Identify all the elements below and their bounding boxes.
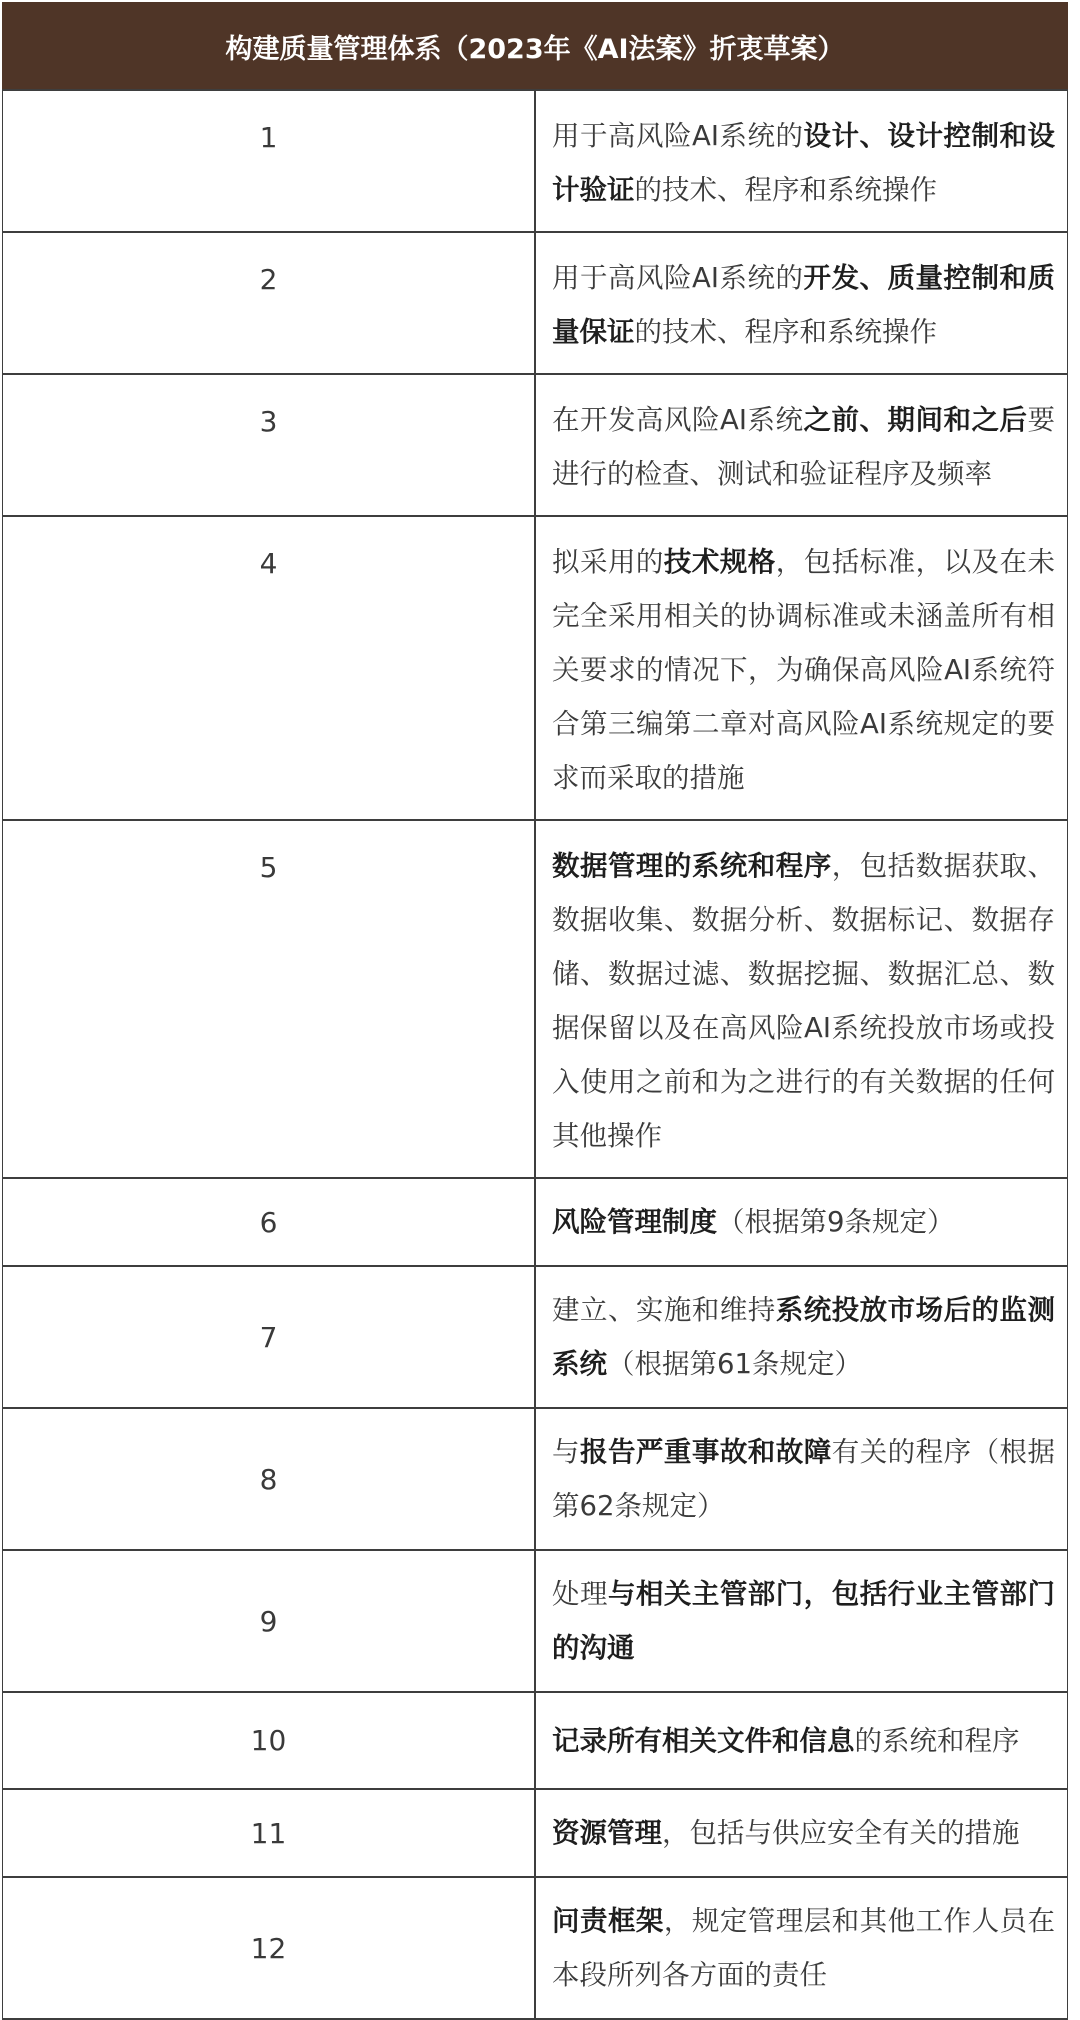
table-row	[3, 1789, 1068, 1877]
row-text	[535, 1408, 1068, 1550]
row-number-text: 5	[259, 851, 278, 884]
row-text-post: ，规定管理层和其他工作人员在本段所列各方面的责任	[552, 1905, 1056, 1991]
row-text	[535, 1877, 1068, 2019]
table-row	[3, 232, 1068, 374]
row-text-pre: 用于高风险AI系统的	[552, 120, 804, 152]
row-number	[3, 1877, 536, 2019]
table-row	[3, 516, 1068, 820]
row-text-bold: 数据管理的系统和程序	[552, 850, 832, 882]
row-number	[3, 374, 536, 516]
row-number	[3, 1550, 536, 1692]
row-number	[3, 1692, 536, 1789]
table-row	[3, 820, 1068, 1178]
quality-management-table	[2, 2, 1070, 2020]
row-number	[3, 1178, 536, 1266]
row-text-bold: 记录所有相关文件和信息	[552, 1724, 855, 1757]
row-number	[3, 90, 536, 232]
table-row	[3, 1408, 1068, 1550]
row-number	[3, 232, 536, 374]
row-number-text: 8	[259, 1462, 278, 1496]
row-number-text: 7	[259, 1320, 278, 1354]
row-text-post: ，包括与供应安全有关的措施	[662, 1817, 1020, 1849]
row-text	[535, 1266, 1068, 1408]
row-text-post: 的技术、程序和系统操作	[634, 316, 937, 348]
table-row	[3, 1178, 1068, 1266]
table-row	[3, 1266, 1068, 1408]
row-text-bold: 系统投放市场后的监测系统	[552, 1294, 1056, 1380]
row-text-post: ，包括标准，以及在未完全采用相关的协调标准或未涵盖所有相关要求的情况下，为确保高风险AI系统符合第三编第二章对高风险AI系统规定的要求而采取的措施	[552, 546, 1056, 794]
table-row	[3, 1877, 1068, 2019]
row-number-text: 6	[259, 1205, 278, 1239]
row-text-post: 有关的程序（根据第62条规定）	[552, 1436, 1056, 1522]
row-number	[3, 516, 536, 820]
row-text	[535, 90, 1068, 232]
row-text-bold: 报告严重事故和故障	[579, 1436, 832, 1468]
row-number	[3, 1266, 536, 1408]
row-text-bold: 与相关主管部门，包括行业主管部门的沟通	[552, 1578, 1056, 1664]
table-row	[3, 1692, 1068, 1789]
row-text-bold: 资源管理	[552, 1817, 662, 1849]
row-text	[535, 516, 1068, 820]
row-number-text: 4	[259, 547, 278, 580]
row-number	[3, 1408, 536, 1550]
row-number-text: 9	[259, 1604, 278, 1638]
row-number	[3, 820, 536, 1178]
row-text-bold: 问责框架	[552, 1905, 664, 1937]
row-text-bold: 风险管理制度	[552, 1206, 717, 1238]
row-text	[535, 374, 1068, 516]
row-text-bold: 之前、期间和之后	[803, 404, 1028, 436]
table-row	[3, 90, 1068, 232]
row-text-pre: 拟采用的	[552, 546, 664, 578]
row-text	[535, 1550, 1068, 1692]
row-number-text: 10	[250, 1724, 287, 1757]
row-text-bold: 技术规格	[663, 546, 776, 578]
row-text-pre: 在开发高风险AI系统	[552, 404, 804, 436]
requirements-table	[2, 2, 1068, 2020]
row-text-post: 的技术、程序和系统操作	[634, 174, 937, 206]
table-header-row	[3, 3, 1068, 91]
row-number-text: 12	[250, 1931, 287, 1965]
table-title: 构建质量管理体系（2023年《AI法案》折衷草案）	[3, 3, 1068, 91]
row-text	[535, 820, 1068, 1178]
row-text	[535, 1692, 1068, 1789]
row-text-post: （根据第61条规定）	[607, 1348, 862, 1380]
row-text	[535, 232, 1068, 374]
row-text-pre: 用于高风险AI系统的	[552, 262, 804, 294]
row-number-text: 11	[250, 1816, 287, 1850]
row-number	[3, 1789, 536, 1877]
row-number-text: 3	[259, 405, 278, 438]
row-text-pre: 与	[552, 1436, 580, 1468]
row-text-bold: 设计、设计控制和设计验证	[552, 120, 1056, 206]
row-text-bold: 开发、质量控制和质量保证	[552, 262, 1056, 348]
row-text-post: 的系统和程序	[854, 1724, 1020, 1757]
row-number-text: 2	[259, 263, 278, 296]
table-row	[3, 374, 1068, 516]
row-text-post: 要进行的检查、测试和验证程序及频率	[552, 404, 1056, 490]
row-text	[535, 1789, 1068, 1877]
row-text	[535, 1178, 1068, 1266]
row-text-post: ，包括数据获取、数据收集、数据分析、数据标记、数据存储、数据过滤、数据挖掘、数据汇总、数据保留以及在高风险AI系统投放市场或投入使用之前和为之进行的有关数据的任何其他操作	[552, 850, 1056, 1152]
row-text-pre: 建立、实施和维持	[552, 1294, 776, 1326]
table-row	[3, 1550, 1068, 1692]
row-text-pre: 处理	[552, 1578, 608, 1610]
row-number-text: 1	[259, 121, 278, 154]
row-text-post: （根据第9条规定）	[717, 1206, 955, 1238]
